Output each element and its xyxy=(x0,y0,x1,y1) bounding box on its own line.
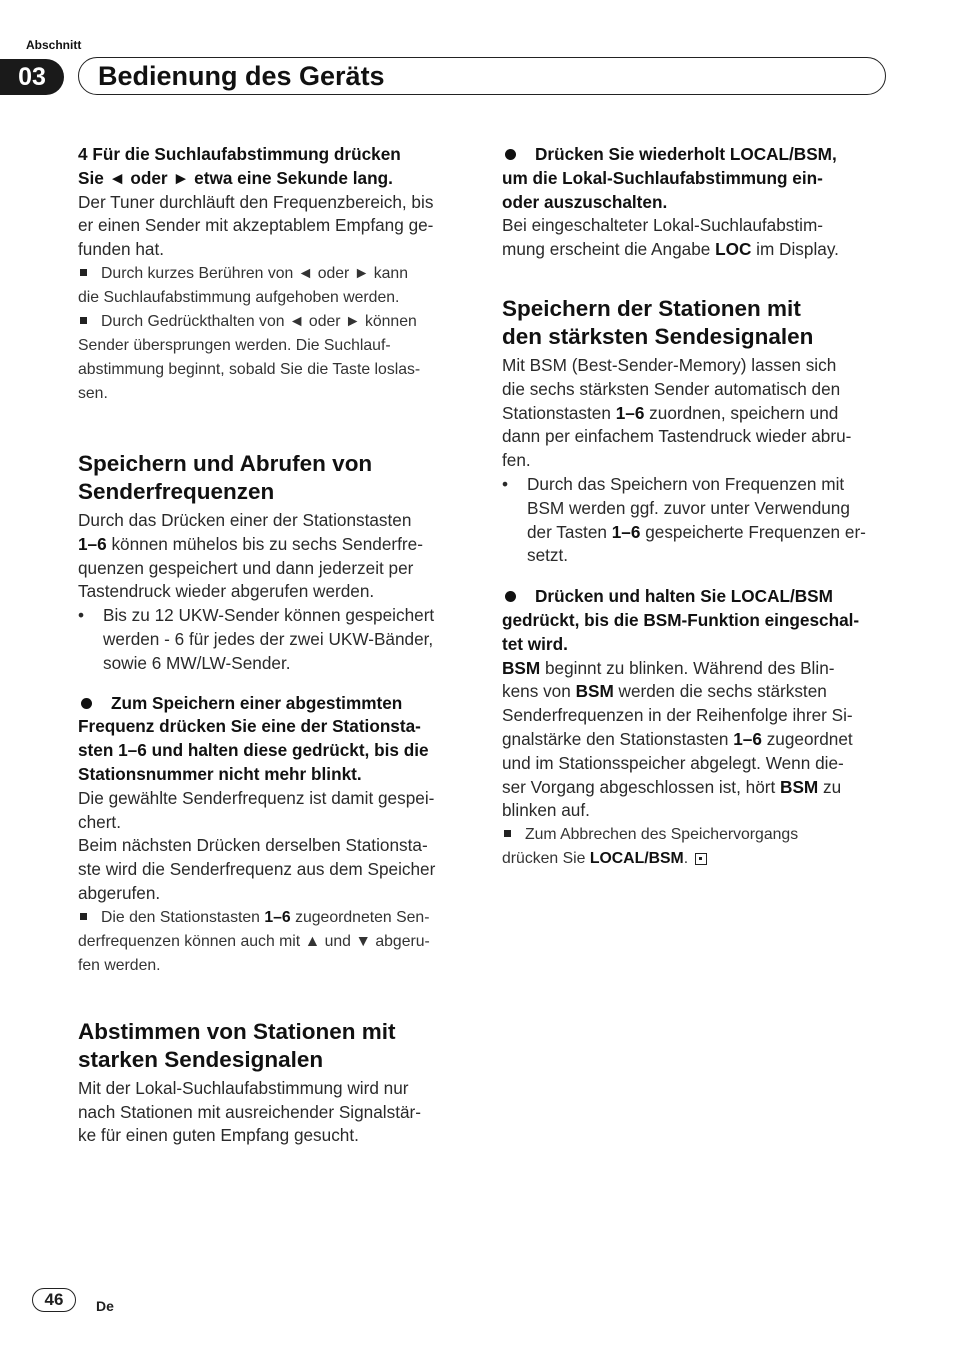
step-bullet-icon xyxy=(505,149,516,160)
note-square-icon xyxy=(80,317,87,324)
page-title: Bedienung des Geräts xyxy=(98,61,385,91)
right-column xyxy=(502,143,892,871)
bsm-step-instruction: Drücken und halten Sie LOCAL/BSM gedrückt, bis die BSM-Funktion eingeschal- tet wird. xyxy=(502,586,860,654)
note-cancel-seek: Durch kurzes Berühren von ◄ oder ► kann die Suchlaufabstimmung aufgehoben werden. xyxy=(78,264,408,306)
step-bullet-icon xyxy=(505,591,516,602)
bsm-description: Mit BSM (Best-Sender-Memory) lassen sich die sechs stärksten Sender automatisch den Stationstasten 1–6 zuordnen, speichern und dann per einfachem Tastendruck wieder abru- fen. xyxy=(502,354,852,471)
page-number: 46 xyxy=(32,1288,76,1312)
step-bullet-icon xyxy=(81,698,92,709)
note-skip-stations: Durch Gedrückthalten von ◄ oder ► können Sender übersprungen werden. Die Suchlauf- abstimmung beginnt, sobald Sie die Taste loslas- sen. xyxy=(78,312,421,402)
store-step-description: Die gewählte Senderfrequenz ist damit gespei- chert. Beim nächsten Drücken derselben Stationsta- ste wird die Senderfrequenz aus dem Speicher abgerufen. xyxy=(78,787,436,903)
bsm-step-description: BSM beginnt zu blinken. Während des Blin- kens von BSM werden die sechs stärksten Senderfrequenzen in der Reihenfolge ihrer Si- gnalstärke den Stationstasten 1–6 zugeordnet und im Stationsspeicher abgelegt. Wenn die- ser Vorgang abgeschlossen ist, hört BSM zu blinken auf. xyxy=(502,657,853,821)
heading-strong-signals: Abstimmen von Stationen mit starken Sendesignalen xyxy=(78,1018,396,1072)
heading-store-recall: Speichern und Abrufen von Senderfrequenzen xyxy=(78,450,373,504)
step-4-instruction: 4 Für die Suchlaufabstimmung drücken Sie ◄ oder ► etwa eine Sekunde lang. xyxy=(78,144,401,188)
store-description: Durch das Drücken einer der Stationstasten 1–6 können mühelos bis zu sechs Senderfre- quenzen gespeichert und dann jederzeit per Tastendruck wieder abgerufen werden. xyxy=(78,509,423,602)
note-recall-arrows: Die den Stationstasten 1–6 zugeordneten Sen- derfrequenzen können auch mit ▲ und ▼ abgeru- fen werden. xyxy=(78,908,430,974)
step-4-description: Der Tuner durchläuft den Frequenzbereich, bis er einen Sender mit akzeptablem Empfang ge- funden hat. xyxy=(78,191,434,260)
store-bullet: • Bis zu 12 UKW-Sender können gespeichert werden - 6 für jedes der zwei UKW-Bänder, sowie 6 MW/LW-Sender. xyxy=(78,605,435,673)
local-step-instruction: Drücken Sie wiederholt LOCAL/BSM, um die Lokal-Suchlaufabstimmung ein- oder auszuschalten. xyxy=(502,144,837,212)
section-label: Abschnitt xyxy=(26,38,82,52)
strong-signals-description: Mit der Lokal-Suchlaufabstimmung wird nur nach Stationen mit ausreichender Signalstär- ke für einen guten Empfang gesucht. xyxy=(78,1077,421,1146)
store-step-instruction: Zum Speichern einer abgestimmten Frequenz drücken Sie eine der Stationsta- sten 1–6 und halten diese gedrückt, bis die Stationsnummer nicht mehr blinkt. xyxy=(78,692,429,784)
note-cancel-bsm: Zum Abbrechen des Speichervorgangs drücken Sie LOCAL/BSM. xyxy=(502,826,799,868)
left-column xyxy=(78,143,468,1148)
local-step-description: Bei eingeschalteter Lokal-Suchlaufabstim- mung erscheint die Angabe LOC im Display. xyxy=(502,215,839,260)
bsm-bullet: • Durch das Speichern von Frequenzen mit BSM werden ggf. zuvor unter Verwendung der Tasten 1–6 gespeicherte Frequenzen er- setzt. xyxy=(502,473,866,566)
language-label: De xyxy=(96,1298,114,1314)
end-of-section-icon xyxy=(695,853,707,865)
note-square-icon xyxy=(504,830,511,837)
heading-bsm: Speichern der Stationen mit den stärksten Sendesignalen xyxy=(502,295,814,349)
note-square-icon xyxy=(80,269,87,276)
section-number-badge: 03 xyxy=(0,59,64,95)
note-square-icon xyxy=(80,913,87,920)
